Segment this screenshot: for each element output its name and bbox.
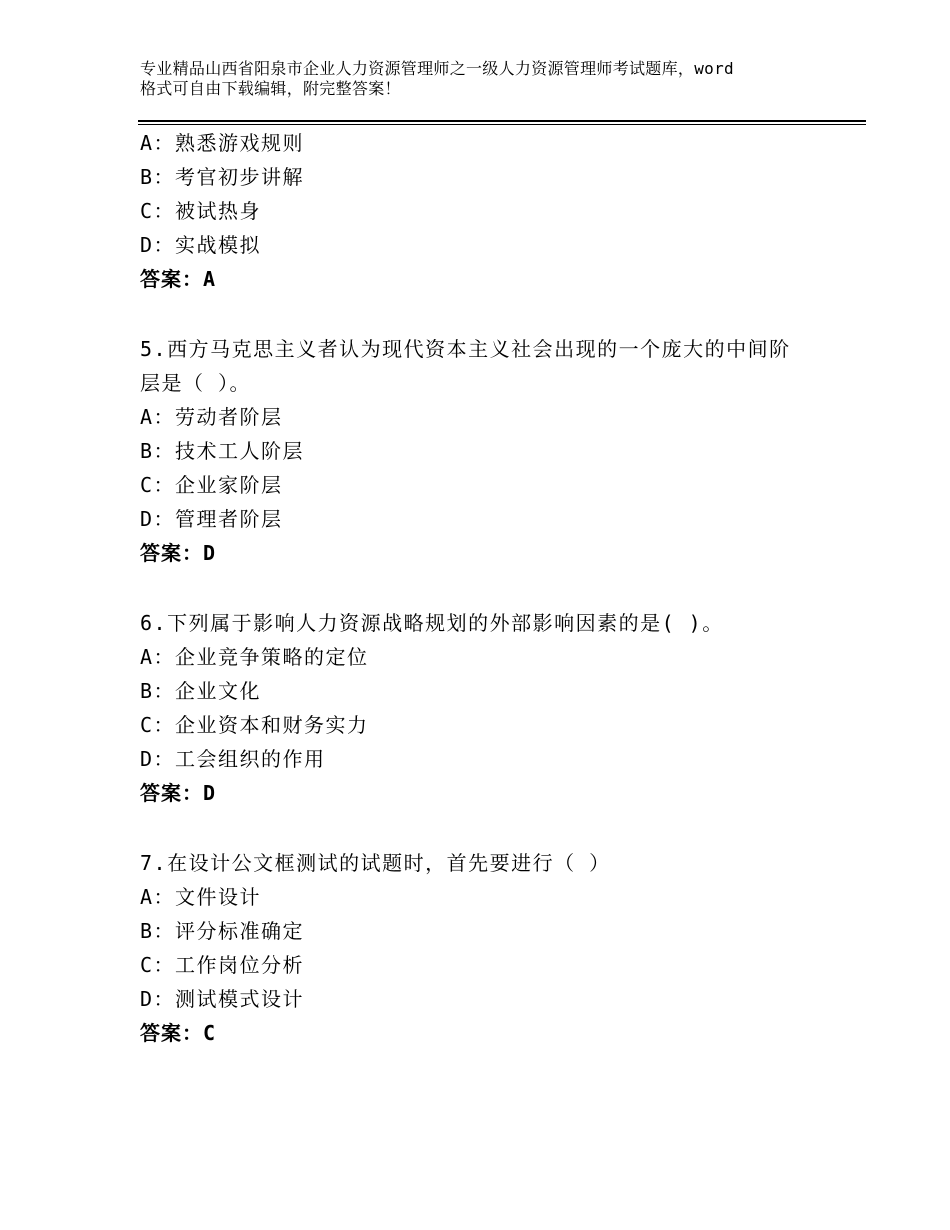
header-line-1: 专业精品山西省阳泉市企业人力资源管理师之一级人力资源管理师考试题库，word: [140, 59, 734, 78]
question-text: [140, 332, 800, 400]
question-text-line-1: 6.下列属于影响人力资源战略规划的外部影响因素的是( )。: [140, 611, 724, 635]
option-c: C：企业家阶层: [140, 473, 283, 497]
question-5: [140, 332, 840, 570]
question-6: [140, 606, 840, 810]
answer-value: C: [203, 1021, 217, 1045]
answer-line: [140, 536, 840, 570]
answer-label: 答案：: [140, 1021, 203, 1045]
answer-label: 答案：: [140, 267, 203, 291]
option-d: D：测试模式设计: [140, 987, 305, 1011]
answer-line: [140, 776, 840, 810]
answer-label: 答案：: [140, 541, 203, 565]
option-b: B：技术工人阶层: [140, 439, 305, 463]
option-d: D：工会组织的作用: [140, 747, 326, 771]
option-d: D：管理者阶层: [140, 507, 283, 531]
option-a: A：劳动者阶层: [140, 405, 283, 429]
option-d: D：实战模拟: [140, 233, 262, 257]
answer-line: [140, 1016, 840, 1050]
option-b: B：企业文化: [140, 679, 262, 703]
option-a: A：企业竞争策略的定位: [140, 645, 369, 669]
question-text-line-2: 层是（ ）。: [140, 371, 252, 395]
option-a: A：文件设计: [140, 885, 262, 909]
option-c: C：被试热身: [140, 199, 262, 223]
question-text: [140, 606, 800, 640]
answer-value: A: [203, 267, 217, 291]
answer-line: [140, 262, 840, 296]
answer-value: D: [203, 541, 217, 565]
option-b: B：评分标准确定: [140, 919, 305, 943]
question-text-line-1: 5.西方马克思主义者认为现代资本主义社会出现的一个庞大的中间阶: [140, 337, 791, 361]
answer-value: D: [203, 781, 217, 805]
question-partial: [140, 126, 840, 296]
answer-label: 答案：: [140, 781, 203, 805]
question-list: [140, 126, 840, 1050]
option-a: A：熟悉游戏规则: [140, 131, 305, 155]
question-7: [140, 846, 840, 1050]
option-c: C：企业资本和财务实力: [140, 713, 369, 737]
header-rule-thick: [138, 120, 866, 122]
header-rule-thin: [138, 124, 866, 125]
question-text: [140, 846, 800, 880]
option-c: C：工作岗位分析: [140, 953, 305, 977]
option-b: B：考官初步讲解: [140, 165, 305, 189]
header-line-2: 格式可自由下载编辑，附完整答案！: [140, 79, 401, 98]
document-header: [140, 59, 840, 99]
question-text-line-1: 7.在设计公文框测试的试题时，首先要进行（ ）: [140, 851, 611, 875]
